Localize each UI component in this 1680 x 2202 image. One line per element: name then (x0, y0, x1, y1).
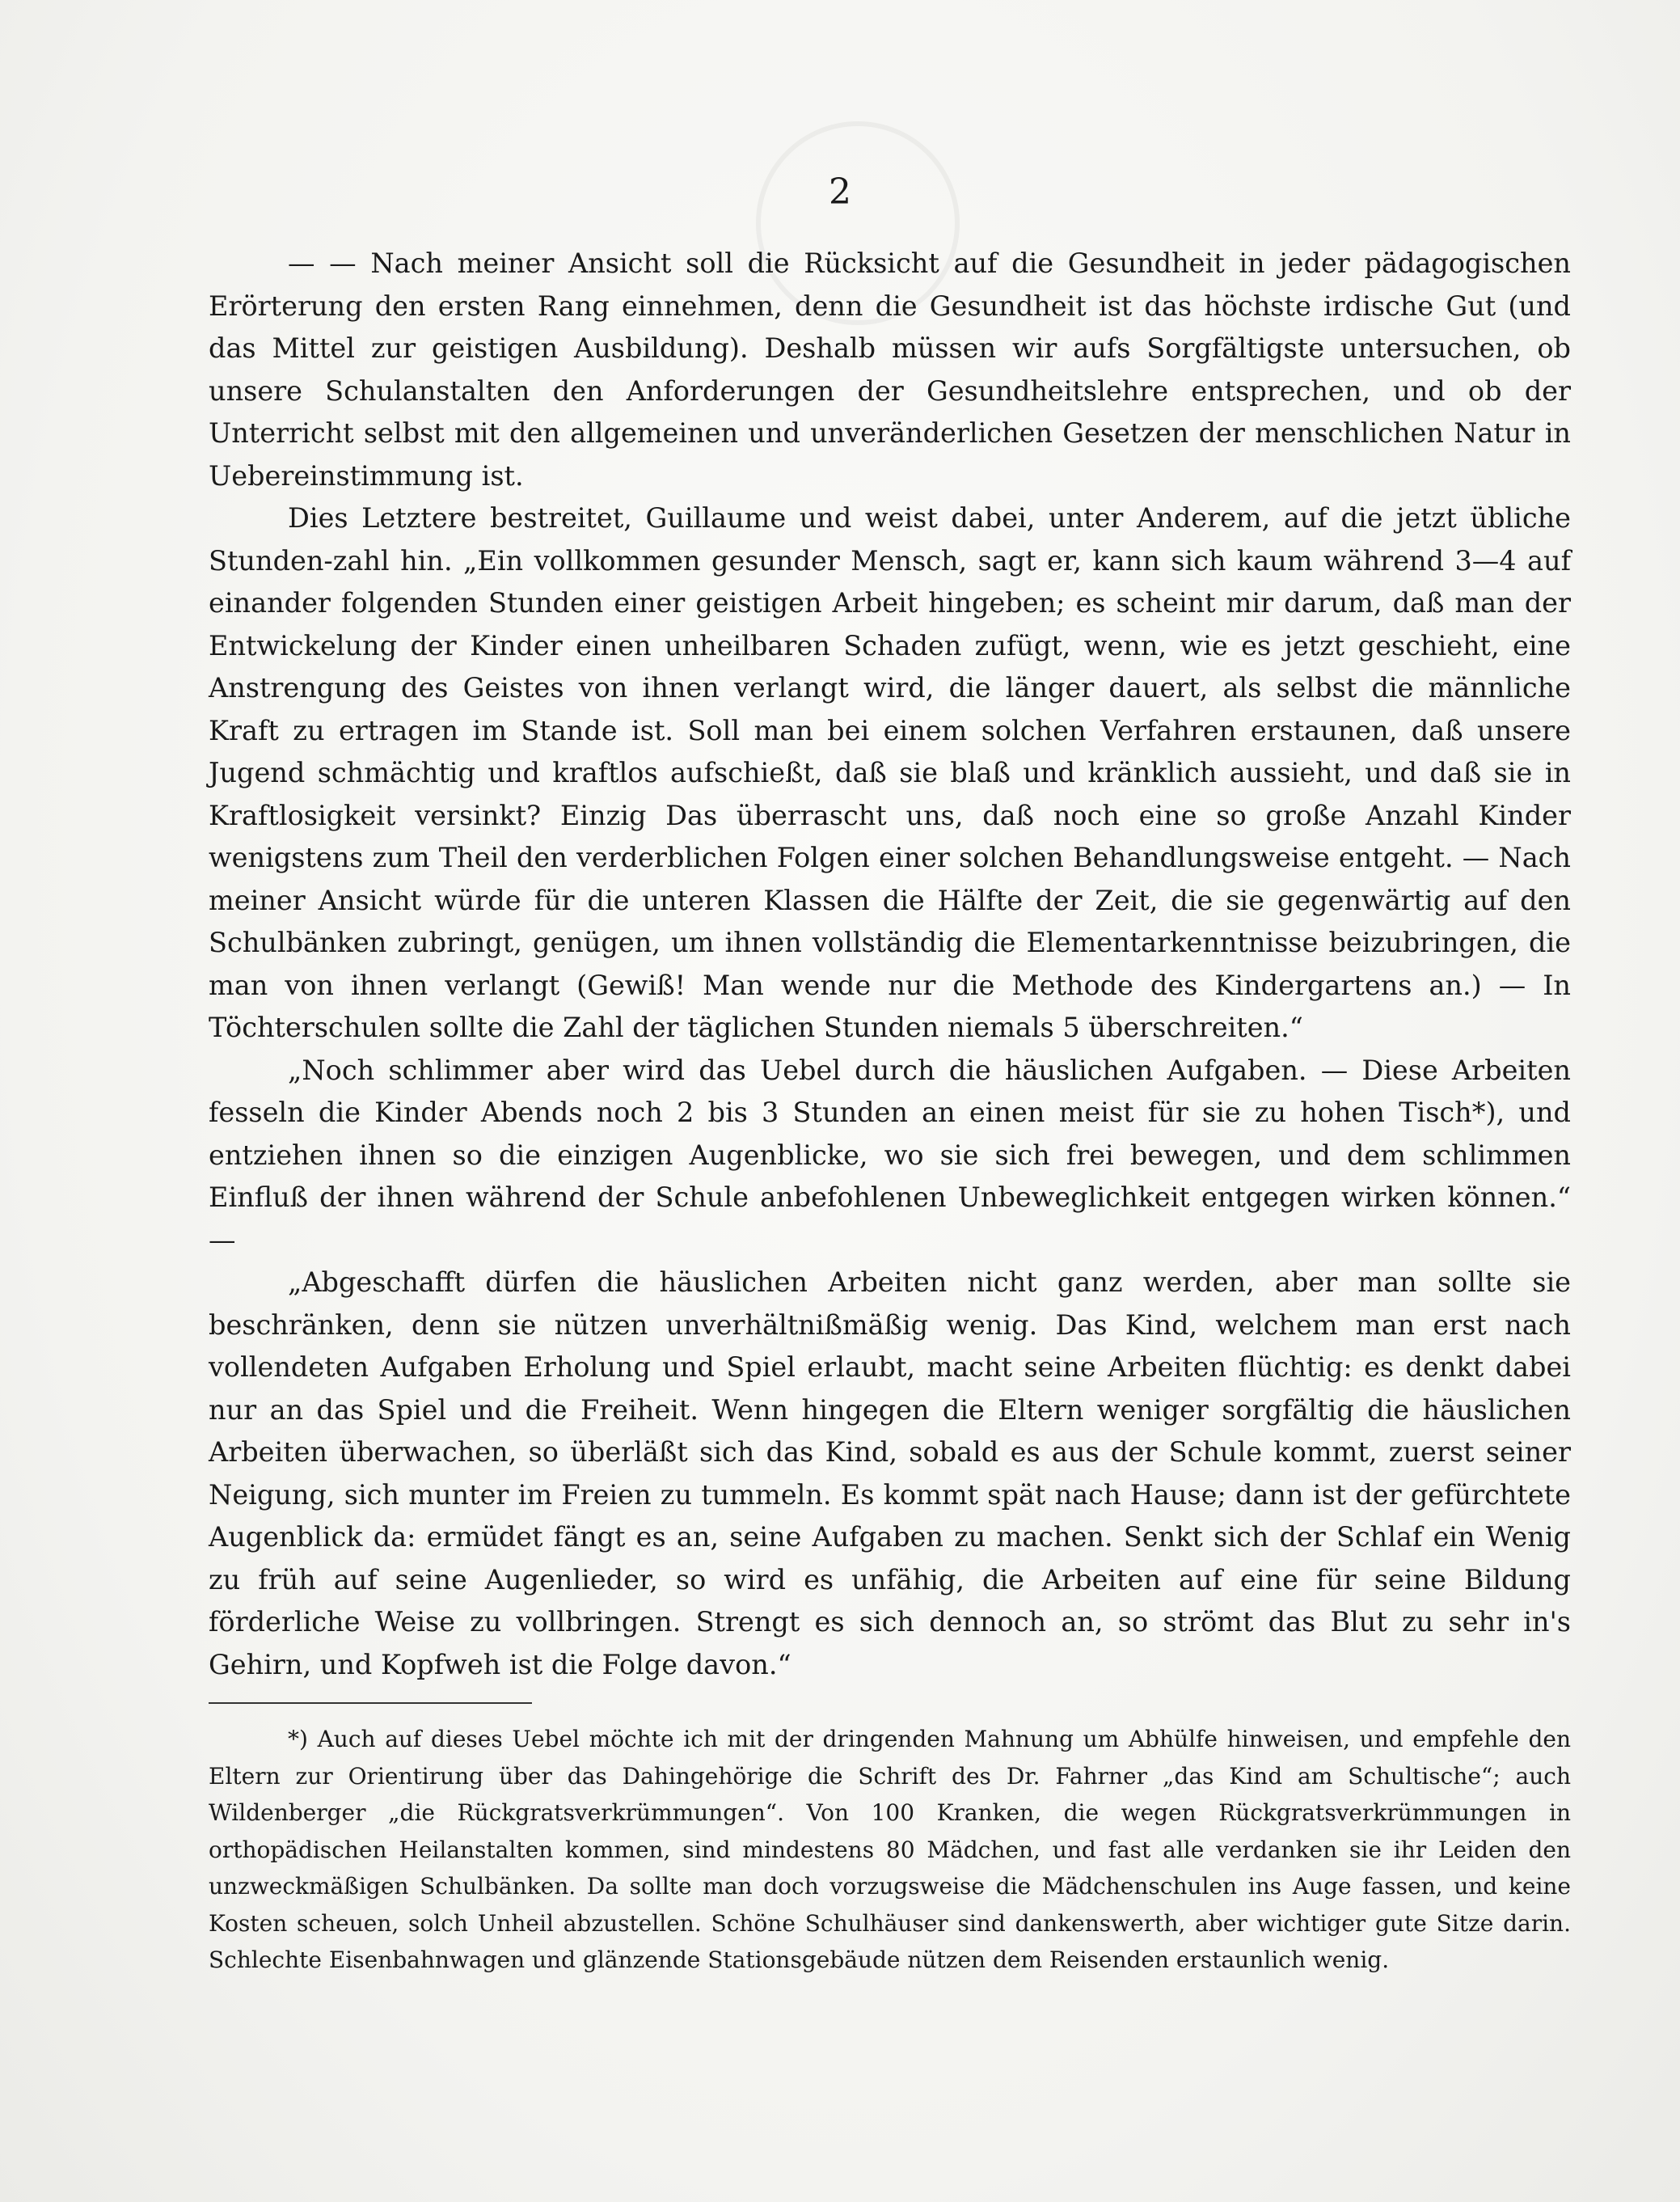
paragraph-2: Dies Letztere bestreitet, Guillaume und weist dabei, unter Anderem, auf die jetzt übliche Stunden-zahl hin. „Ein vollkommen gesunder Mensch, sagt er, kann sich kaum während 3—4 auf einander folgenden Stunden einer geistigen Arbeit hingeben; es scheint mir darum, daß man der Entwickelung der Kinder einen unheilbaren Schaden zufügt, wenn, wie es jetzt geschieht, eine Anstrengung des Geistes von ihnen verlangt wird, die länger dauert, als selbst die männliche Kraft zu ertragen im Stande ist. Soll man bei einem solchen Verfahren erstaunen, daß unsere Jugend schmächtig und kraftlos aufschießt, daß sie blaß und kränklich aussieht, und daß sie in Kraftlosigkeit versinkt? Einzig Das überrascht uns, daß noch eine so große Anzahl Kinder wenigstens zum Theil den verderblichen Folgen einer solchen Behandlungsweise entgeht. — Nach meiner Ansicht würde für die unteren Klassen die Hälfte der Zeit, die sie gegenwärtig auf den Schulbänken zubringt, genügen, um ihnen vollständig die Elementarkenntnisse beizubringen, die man von ihnen verlangt (Gewiß! Man wende nur die Methode des Kindergartens an.) — In Töchterschulen sollte die Zahl der täglichen Stunden niemals 5 überschreiten.“ (209, 502, 1571, 1043)
paragraph-4: „Abgeschafft dürfen die häuslichen Arbeiten nicht ganz werden, aber man sollte sie beschränken, denn sie nützen unverhältnißmäßig wenig. Das Kind, welchem man erst nach vollendeten Aufgaben Erholung und Spiel erlaubt, macht seine Arbeiten flüchtig: es denkt dabei nur an das Spiel und die Freiheit. Wenn hingegen die Eltern weniger sorgfältig die häuslichen Arbeiten überwachen, so überläßt sich das Kind, sobald es aus der Schule kommt, zuerst seiner Neigung, sich munter im Freien zu tummeln. Es kommt spät nach Hause; dann ist der gefürchtete Augenblick da: ermüdet fängt es an, seine Aufgaben zu machen. Senkt sich der Schlaf ein Wenig zu früh auf seine Augenlieder, so wird es unfähig, die Arbeiten auf eine für seine Bildung förderliche Weise zu vollbringen. Strengt es sich dennoch an, so strömt das Blut zu sehr in's Gehirn, und Kopfweh ist die Folge davon.“ (209, 1266, 1571, 1680)
paragraph-1: — — Nach meiner Ansicht soll die Rücksicht auf die Gesundheit in jeder pädagogischen Erörterung den ersten Rang einnehmen, denn die Gesundheit ist das höchste irdische Gut (und das Mittel zur geistigen Ausbildung). Deshalb müssen wir aufs Sorgfältigste untersuchen, ob unsere Schulanstalten den Anforderungen der Gesundheitslehre entsprechen, und ob der Unterricht selbst mit den allgemeinen und unveränderlichen Gesetzen der menschlichen Natur in Uebereinstimmung ist. (209, 247, 1571, 492)
page-number: 2 (829, 171, 851, 213)
footnote-divider (209, 1702, 532, 1704)
paragraph-3: „Noch schlimmer aber wird das Uebel durch die häuslichen Aufgaben. — Diese Arbeiten fesseln die Kinder Abends noch 2 bis 3 Stunden an einen meist für sie zu hohen Tisch*), und entziehen ihnen so die einzigen Augenblicke, wo sie sich frei bewegen, und dem schlimmen Einfluß der ihnen während der Schule anbefohlenen Unbeweglichkeit entgegen wirken können.“ — (209, 1054, 1571, 1256)
main-text (209, 243, 1571, 1686)
footnote: *) Auch auf dieses Uebel möchte ich mit der dringenden Mahnung um Abhülfe hinweisen, und empfehle den Eltern zur Orientirung über das Dahingehörige die Schrift des Dr. Fahrner „das Kind am Schultische“; auch Wildenberger „die Rückgratsverkrümmungen“. Von 100 Kranken, die wegen Rückgratsverkrümmungen in orthopädischen Heilanstalten kommen, sind mindestens 80 Mädchen, und fast alle verdanken sie ihr Leiden den unzweckmäßigen Schulbänken. Da sollte man doch vorzugsweise die Mädchenschulen ins Auge fassen, und keine Kosten scheuen, solch Unheil abzustellen. Schöne Schulhäuser sind dankenswerth, aber wichtiger gute Sitze darin. Schlechte Eisenbahnwagen und glänzende Stationsgebäude nützen dem Reisenden erstaunlich wenig. (209, 1726, 1571, 1973)
